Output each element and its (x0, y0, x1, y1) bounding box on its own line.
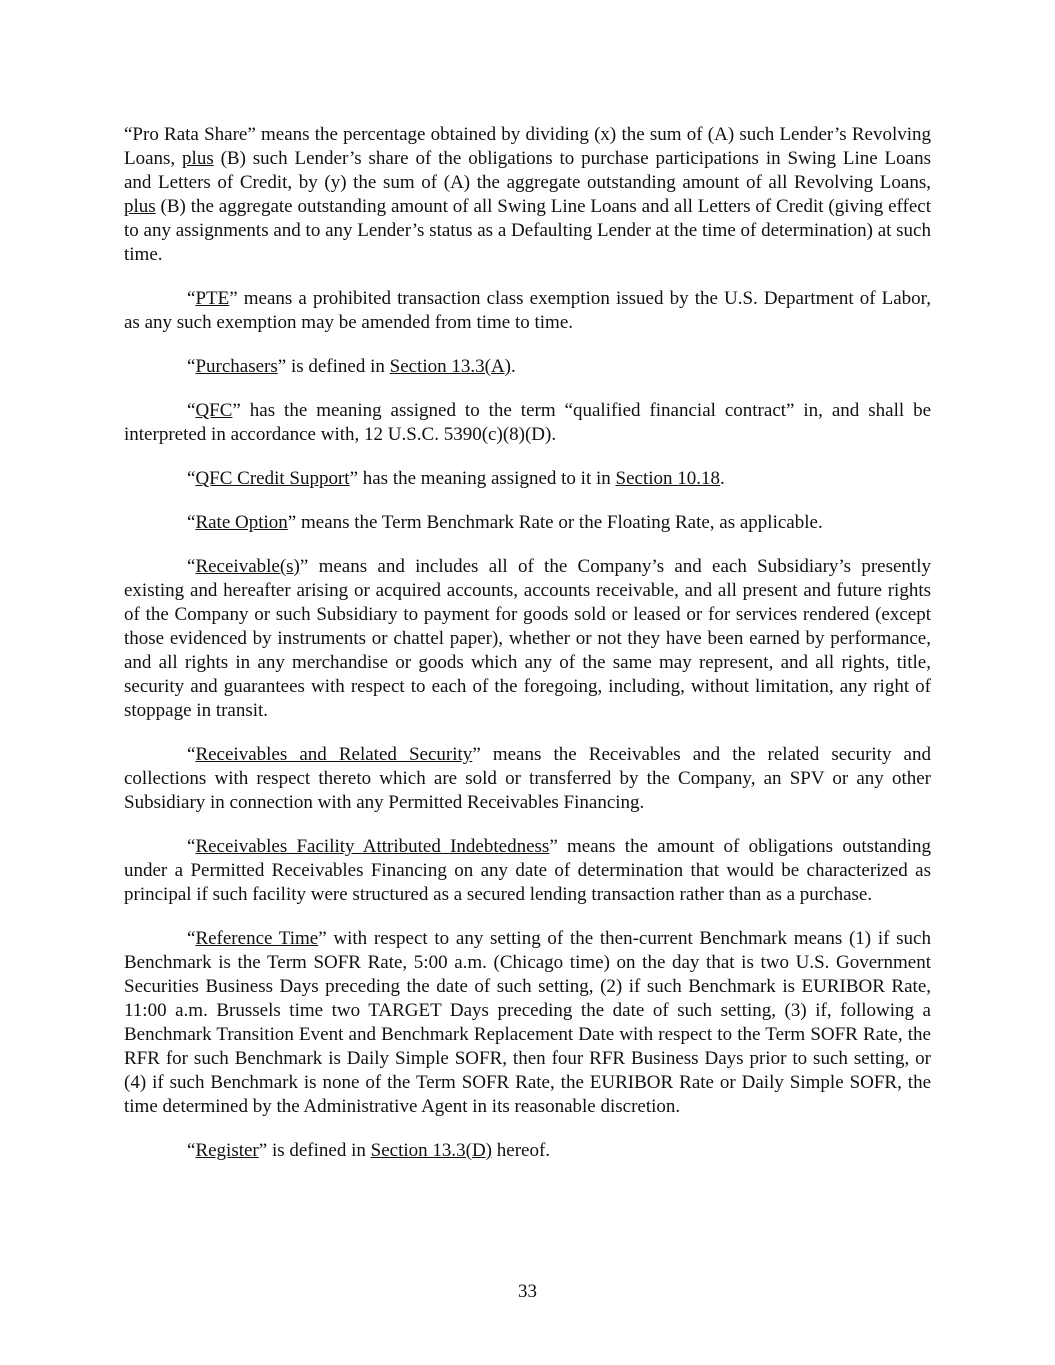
definition-text: with respect to any setting of the then-current Benchmark means (1) if such Benchmark is the Term SOFR Rate, 5:00 a.m. (Chicago time) on the day that is two U.S. Government Securities Business Days preceding the date of such setting, (2) if such Benchmark is EURIBOR Rate, 11:00 a.m. Brussels time two TARGET Days preceding the date of such setting, (3) if, following a Benchmark Transition Event and Benchmark Replacement Date with respect to the Term SOFR Rate, the RFR for such Benchmark is Daily Simple SOFR, then four RFR Business Days prior to such setting, or (4) if such Benchmark is none of the Term SOFR Rate, the EURIBOR Rate or Daily Simple SOFR, the time determined by the Administrative Agent in its reasonable discretion. (124, 928, 931, 1117)
definition-purchasers: “Purchasers” is defined in Section 13.3(A). (187, 356, 516, 377)
section-reference: Section 13.3(D) (370, 1140, 493, 1161)
definition-text: means and includes all of the Company’s and each Subsidiary’s presently existing and hereafter arising or acquired accounts, accounts receivable, and all present and future rights of the Company or such Subsidiary to payment for goods sold or leased or for services rendered (except those evidenced by instruments or chattel paper), whether or not they have been earned by performance, and all rights in any merchandise or goods which any of the same may represent, and all rights, title, security and guarantees with respect to each of the foregoing, including, without limitation, any right of stoppage in transit. (124, 556, 931, 721)
underlined-plus: plus (124, 196, 156, 217)
page-number: 33 (518, 1281, 537, 1302)
section-reference: Section 13.3(A) (389, 356, 511, 377)
definition-tail: . (511, 356, 516, 377)
definition-text: means a prohibited transaction class exemption issued by the U.S. Department of Labor, as any such exemption may be amended from time to time. (124, 288, 931, 333)
defined-term: QFC Credit Support (195, 468, 350, 489)
defined-term: Receivables and Related Security (195, 744, 473, 765)
definition-text: has the meaning assigned to it in (358, 468, 616, 489)
definition-receivables-and-related-security: “Receivables and Related Security” means the Receivables and the related security and collections with respect thereto which are sold or transferred by the Company, an SPV or any other Subsidiary in connection with any Permitted Receivables Financing. (124, 744, 931, 813)
defined-term: Reference Time (195, 928, 319, 949)
definition-text: (B) the aggregate outstanding amount of all Swing Line Loans and all Letters of Credit (giving effect to any assignments and to any Lender’s status as a Defaulting Lender at the time of determination) at such time. (124, 196, 931, 265)
defined-term: Rate Option (195, 512, 288, 533)
underlined-plus: plus (182, 148, 214, 169)
defined-term: QFC (195, 400, 233, 421)
definition-text: is defined in (286, 356, 390, 377)
definition-tail: . (720, 468, 725, 489)
definition-text: (B) such Lender’s share of the obligations to purchase participations in Swing Line Loans and Letters of Credit, by (y) the sum of (A) the aggregate outstanding amount of all Revolving Loans, (124, 148, 931, 193)
defined-term: Purchasers (195, 356, 278, 377)
definition-pro-rata-share (124, 123, 931, 267)
defined-term: Register (195, 1140, 259, 1161)
definition-tail: hereof. (492, 1140, 551, 1161)
definition-text: means the Term Benchmark Rate or the Floating Rate, as applicable. (296, 512, 823, 533)
definition-text: means the amount of obligations outstanding under a Permitted Receivables Financing on any date of determination that would be characterized as principal if such facility were structured as a secured lending transaction rather than as a purchase. (124, 836, 931, 905)
definition-text: is defined in (267, 1140, 371, 1161)
section-reference: Section 10.18 (615, 468, 721, 489)
definition-pte: “PTE” means a prohibited transaction class exemption issued by the U.S. Department of Labor, as any such exemption may be amended from time to time. (124, 288, 931, 333)
defined-term: Receivables Facility Attributed Indebtedness (195, 836, 550, 857)
definition-qfc: “QFC” has the meaning assigned to the term “qualified financial contract” in, and shall be interpreted in accordance with, 12 U.S.C. 5390(c)(8)(D). (124, 400, 931, 445)
definition-receivables-facility-attributed-indebtedness: “Receivables Facility Attributed Indebtedness” means the amount of obligations outstanding under a Permitted Receivables Financing on any date of determination that would be characterized as principal if such facility were structured as a secured lending transaction rather than as a purchase. (124, 836, 931, 905)
definition-register: “Register” is defined in Section 13.3(D) hereof. (187, 1140, 551, 1161)
definition-text: “Pro Rata Share” means the percentage obtained by dividing (x) the sum of (A) such Lender’s Revolving Loans, (124, 124, 931, 169)
definition-reference-time: “Reference Time” with respect to any setting of the then-current Benchmark means (1) if such Benchmark is the Term SOFR Rate, 5:00 a.m. (Chicago time) on the day that is two U.S. Government Securities Business Days preceding the date of such setting, (2) if such Benchmark is EURIBOR Rate, 11:00 a.m. Brussels time two TARGET Days preceding the date of such setting, (3) if, following a Benchmark Transition Event and Benchmark Replacement Date with respect to the Term SOFR Rate, the RFR for such Benchmark is Daily Simple SOFR, then four RFR Business Days prior to such setting, or (4) if such Benchmark is none of the Term SOFR Rate, the EURIBOR Rate or Daily Simple SOFR, the time determined by the Administrative Agent in its reasonable discretion. (124, 928, 931, 1117)
defined-term: Receivable(s) (195, 556, 300, 577)
defined-term: PTE (195, 288, 230, 309)
document-body (124, 123, 931, 1183)
definition-receivables: “Receivable(s)” means and includes all of the Company’s and each Subsidiary’s presently existing and hereafter arising or acquired accounts, accounts receivable, and all present and future rights of the Company or such Subsidiary to payment for goods sold or leased or for services rendered (except those evidenced by instruments or chattel paper), whether or not they have been earned by performance, and all rights in any merchandise or goods which any of the same may represent, and all rights, title, security and guarantees with respect to each of the foregoing, including, without limitation, any right of stoppage in transit. (124, 556, 931, 721)
definition-qfc-credit-support: “QFC Credit Support” has the meaning assigned to it in Section 10.18. (187, 468, 725, 489)
definition-text: has the meaning assigned to the term “qualified financial contract” in, and shall be interpreted in accordance with, 12 U.S.C. 5390(c)(8)(D). (124, 400, 931, 445)
definition-text: means the Receivables and the related security and collections with respect thereto which are sold or transferred by the Company, an SPV or any other Subsidiary in connection with any Permitted Receivables Financing. (124, 744, 931, 813)
definition-rate-option: “Rate Option” means the Term Benchmark Rate or the Floating Rate, as applicable. (187, 512, 823, 533)
